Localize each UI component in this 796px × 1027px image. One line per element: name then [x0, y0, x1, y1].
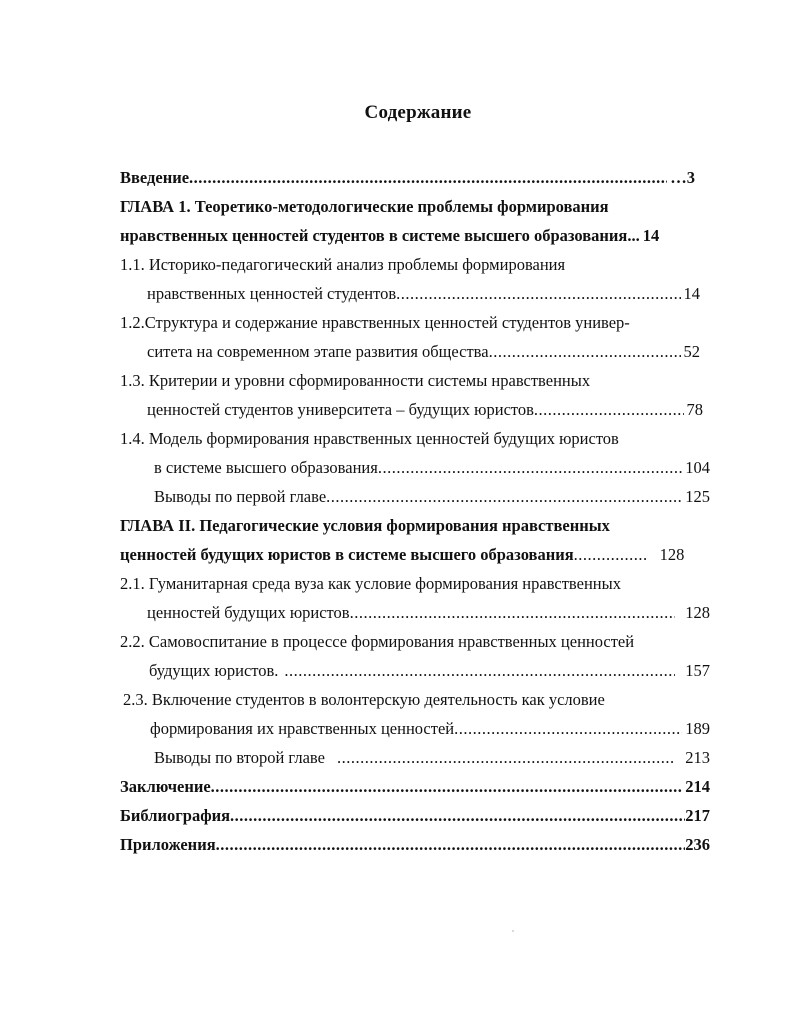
toc-entry-label: Выводы по второй главе — [154, 748, 325, 767]
toc-entry-label: 2.3. Включение студентов в волонтерскую деятельность как условие — [123, 690, 605, 709]
toc-entry-bibliography — [120, 806, 710, 826]
toc-entry-section-2-3-line-2 — [150, 719, 710, 739]
scan-speck — [512, 930, 514, 932]
toc-entry-page: 128 — [659, 545, 685, 564]
toc-entry-label: Введение — [120, 168, 190, 187]
dot-leader — [278, 661, 675, 681]
dot-leader — [350, 603, 676, 623]
dot-leader — [189, 168, 667, 188]
toc-entry-label: формирования их нравственных ценностей — [150, 719, 455, 738]
toc-entry-page: 128 — [685, 603, 710, 622]
toc-entry-introduction — [120, 168, 695, 188]
toc-entry-section-2-3-line-1 — [123, 690, 713, 710]
toc-entry-appendices — [120, 835, 710, 855]
toc-entry-label: Приложения — [120, 835, 216, 854]
toc-entry-page: 104 — [685, 458, 710, 477]
toc-entry-label: будущих юристов. — [149, 661, 279, 680]
toc-entry-conclusions-chapter-2 — [154, 748, 710, 768]
toc-entry-label: 1.3. Критерии и уровни сформированности системы нравственных — [120, 371, 591, 390]
toc-entry-chapter-1-line-2 — [120, 226, 695, 246]
toc-entry-label: 2.1. Гуманитарная среда вуза как условие формирования нравственных — [120, 574, 621, 593]
toc-entry-label: Выводы по первой главе — [154, 487, 327, 506]
toc-entry-label: ценностей студентов университета – будущих юристов — [147, 400, 534, 419]
toc-entry-label: ценностей будущих юристов в системе высшего образования — [120, 545, 574, 564]
toc-entry-section-1-3-line-2 — [147, 400, 703, 420]
dot-leader — [211, 777, 683, 797]
toc-entry-label: 1.2.Структура и содержание нравственных ценностей студентов универ- — [120, 313, 630, 332]
dot-leader — [326, 487, 682, 507]
toc-entry-section-1-2-line-1 — [120, 313, 710, 333]
toc-entry-page: 217 — [685, 806, 710, 825]
dot-leader — [325, 748, 673, 768]
toc-entry-page: 213 — [685, 748, 710, 767]
toc-entry-label: ситета на современном этапе развития общества — [147, 342, 489, 361]
toc-entry-label: 1.1. Историко-педагогический анализ проблемы формирования — [120, 255, 566, 274]
toc-entry-label: 2.2. Самовоспитание в процессе формирования нравственных ценностей — [120, 632, 635, 651]
toc-entry-section-1-4-line-1 — [120, 429, 710, 449]
dot-leader — [378, 458, 682, 478]
dot-leader — [230, 806, 685, 826]
toc-entry-page: 236 — [685, 835, 710, 854]
toc-entry-section-2-1-line-1 — [120, 574, 710, 594]
toc-entry-section-1-1-line-2 — [147, 284, 700, 304]
toc-entry-page: 14 — [683, 284, 700, 303]
page-title: Содержание — [364, 102, 472, 123]
toc-entry-page: 189 — [685, 719, 710, 738]
toc-entry-page: 52 — [683, 342, 700, 361]
toc-entry-page: 14 — [642, 226, 660, 245]
dot-leader — [396, 284, 680, 304]
toc-entry-label: в системе высшего образования — [154, 458, 378, 477]
toc-entry-section-1-2-line-2 — [147, 342, 700, 362]
toc-entry-page: 157 — [685, 661, 710, 680]
dot-leader — [454, 719, 682, 739]
toc-entry-section-2-1-line-2 — [147, 603, 710, 623]
toc-entry-label: нравственных ценностей студентов — [147, 284, 397, 303]
toc-entry-chapter-1-line-1 — [120, 197, 710, 217]
toc-entry-label: нравственных ценностей студентов в системе высшего образования... — [120, 226, 640, 245]
toc-entry-label: ГЛАВА 1. Теоретико-методологические проблемы формирования — [120, 197, 609, 216]
toc-entry-page: 78 — [686, 400, 703, 419]
toc-entry-section-1-4-line-2 — [154, 458, 710, 478]
dot-leader — [216, 835, 686, 855]
toc-entry-label: ГЛАВА II. Педагогические условия формирования нравственных — [120, 516, 610, 535]
toc-entry-page: 125 — [685, 487, 710, 506]
dot-leader — [574, 545, 648, 565]
toc-entry-label: Заключение — [120, 777, 211, 796]
toc-entry-label: Библиография — [120, 806, 231, 825]
toc-entry-section-1-1-line-1 — [120, 255, 710, 275]
toc-entry-page: 214 — [685, 777, 710, 796]
toc-entry-section-2-2-line-1 — [120, 632, 710, 652]
toc-entry-chapter-2-line-2 — [120, 545, 710, 565]
toc-entry-chapter-2-line-1 — [120, 516, 710, 536]
dot-leader — [534, 400, 684, 420]
toc-entry-label: 1.4. Модель формирования нравственных ценностей будущих юристов — [120, 429, 619, 448]
toc-entry-section-2-2-line-2 — [149, 661, 710, 681]
toc-entry-section-1-3-line-1 — [120, 371, 710, 391]
toc-entry-conclusions-chapter-1 — [154, 487, 710, 507]
toc-entry-conclusion — [120, 777, 710, 797]
toc-entry-page: …3 — [670, 168, 695, 187]
toc-entry-label: ценностей будущих юристов — [147, 603, 350, 622]
dot-leader — [489, 342, 681, 362]
